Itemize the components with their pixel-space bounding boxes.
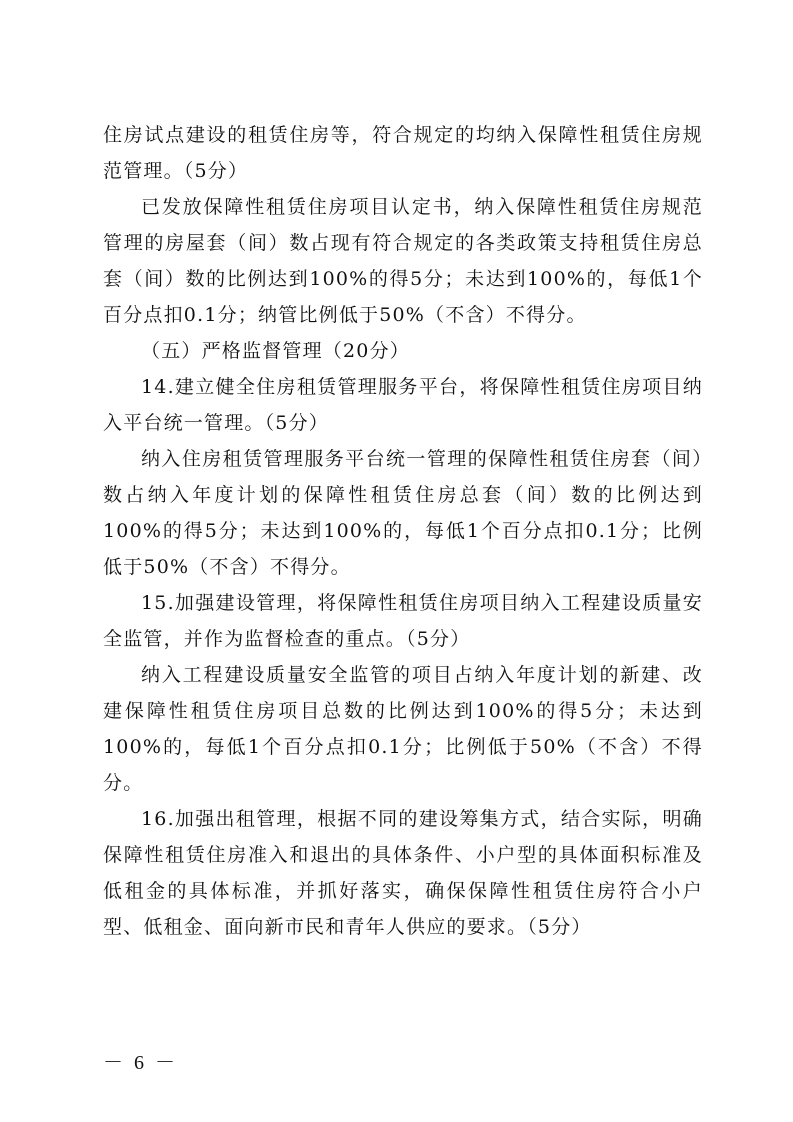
item-14-scoring: 纳入住房租赁管理服务平台统一管理的保障性租赁住房套（间）数占纳入年度计划的保障性租赁住房总套（间）数的比例达到100%的得5分；未达到100%的，每低1个百分点扣0.1分；比例低于50%（不含）不得分。 xyxy=(103,448,703,578)
paragraph-rental-certificate-scoring: 已发放保障性租赁住房项目认定书，纳入保障性租赁住房规范管理的房屋套（间）数占现有符合规定的各类政策支持租赁住房总套（间）数的比例达到100%的得5分；未达到100%的，每低1个百分点扣0.1分；纳管比例低于50%（不含）不得分。 xyxy=(103,196,703,326)
page-number: － 6 － xyxy=(103,1052,178,1074)
section-heading-supervision: （五）严格监督管理（20分） xyxy=(141,340,410,362)
item-16-rental-management: 16.加强出租管理，根据不同的建设筹集方式，结合实际，明确保障性租赁住房准入和退出的具体条件、小户型的具体面积标准及低租金的具体标准，并抓好落实，确保保障性租赁住房符合小户型、低租金、面向新市民和青年人供应的要求。（5分） xyxy=(103,808,703,938)
item-15-construction: 15.加强建设管理，将保障性租赁住房项目纳入工程建设质量安全监管，并作为监督检查的重点。（5分） xyxy=(103,592,703,650)
document-body xyxy=(103,117,703,945)
item-14-platform: 14.建立健全住房租赁管理服务平台，将保障性租赁住房项目纳入平台统一管理。（5分） xyxy=(103,376,703,434)
item-15-scoring: 纳入工程建设质量安全监管的项目占纳入年度计划的新建、改建保障性租赁住房项目总数的比例达到100%的得5分；未达到100%的，每低1个百分点扣0.1分；比例低于50%（不含）不得分。 xyxy=(103,664,703,794)
paragraph-continuation: 住房试点建设的租赁住房等，符合规定的均纳入保障性租赁住房规范管理。（5分） xyxy=(103,124,703,182)
